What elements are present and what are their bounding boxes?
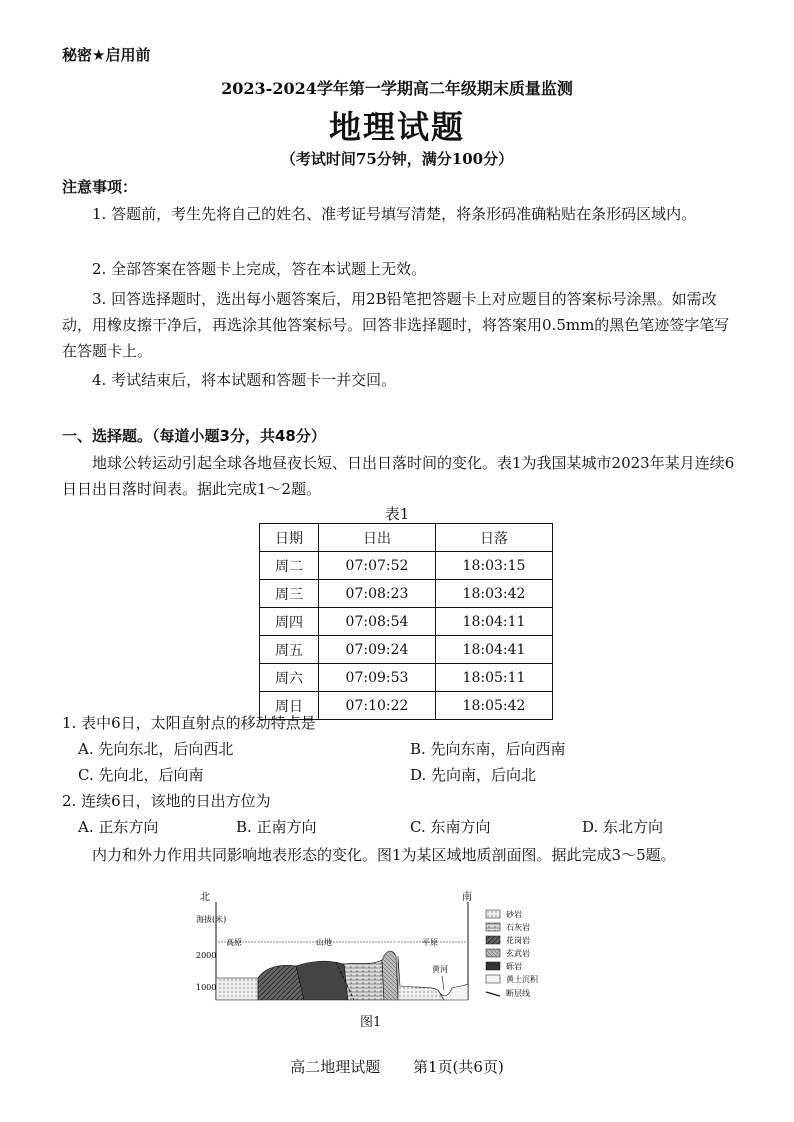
question-1-option-c: C. 先向北，后向南	[78, 766, 204, 784]
table-row	[260, 608, 553, 636]
question-2-option-a: A. 正东方向	[78, 818, 159, 836]
table-cell: 18:03:15	[436, 552, 553, 580]
table-cell: 周六	[260, 664, 319, 692]
south-label: 南	[462, 892, 472, 903]
table-header: 日落	[436, 524, 553, 552]
region-plain: 平原	[422, 938, 438, 947]
table-cell: 周五	[260, 636, 319, 664]
footer-page-number: 第1页(共6页)	[413, 1058, 504, 1076]
notice-item-4: 4. 考试结束后，将本试题和答题卡一并交回。	[92, 371, 397, 389]
y-axis-label: 海拔(米)	[196, 915, 227, 924]
table-header: 日出	[319, 524, 436, 552]
table-cell: 周四	[260, 608, 319, 636]
geologic-profile-figure	[186, 890, 586, 1010]
table-cell: 周日	[260, 692, 319, 720]
legend-conglomerate: 砾岩	[506, 962, 522, 971]
table-cell: 07:09:24	[319, 636, 436, 664]
exam-time-note: （考试时间75分钟，满分100分）	[280, 150, 514, 168]
legend-sandstone: 砂岩	[506, 910, 522, 919]
legend-granite: 花岗岩	[506, 936, 530, 945]
river-label: 黄河	[432, 965, 448, 974]
table-cell: 07:10:22	[319, 692, 436, 720]
table-header-row	[260, 524, 553, 552]
region-plateau: 高原	[226, 938, 242, 947]
question-2-option-d: D. 东北方向	[582, 818, 664, 836]
y-tick-1000: 1000	[196, 983, 217, 992]
table-row	[260, 552, 553, 580]
region-mountain: 山地	[316, 938, 332, 947]
legend-fault-line: 断层线	[506, 989, 530, 998]
question-1-option-b: B. 先向东南，后向西南	[410, 740, 566, 758]
figure-caption: 图1	[360, 1015, 382, 1030]
table-row	[260, 664, 553, 692]
question-1-option-a: A. 先向东北，后向西北	[78, 740, 234, 758]
intro-paragraph-2: 内力和外力作用共同影响地表形态的变化。图1为某区域地质剖面图。据此完成3～5题。	[92, 846, 676, 864]
legend-limestone: 石灰岩	[506, 923, 530, 932]
legend-loess: 黄土沉积	[506, 975, 538, 984]
table-row	[260, 580, 553, 608]
notice-heading: 注意事项：	[62, 178, 138, 196]
confidential-mark: 秘密★启用前	[62, 46, 151, 64]
table-cell: 18:05:11	[436, 664, 553, 692]
table-row	[260, 636, 553, 664]
table-cell: 07:08:54	[319, 608, 436, 636]
legend-basalt: 玄武岩	[506, 949, 530, 958]
notice-item-2: 2. 全部答案在答题卡上完成，答在本试题上无效。	[92, 260, 427, 278]
notice-item-1: 1. 答题前，考生先将自己的姓名、准考证号填写清楚，将条形码准确粘贴在条形码区域内。	[92, 205, 697, 223]
intro-paragraph-1: 地球公转运动引起全球各地昼夜长短、日出日落时间的变化。表1为我国某城市2023年某月连续6日日出日落时间表。据此完成1～2题。	[62, 454, 735, 498]
question-1-option-d: D. 先向南，后向北	[410, 766, 537, 784]
table-cell: 07:08:23	[319, 580, 436, 608]
question-1-stem: 1. 表中6日，太阳直射点的移动特点是	[62, 714, 316, 732]
table-cell: 07:09:53	[319, 664, 436, 692]
table-cell: 18:04:11	[436, 608, 553, 636]
sunrise-sunset-table	[259, 523, 553, 720]
question-2-stem: 2. 连续6日，该地的日出方位为	[62, 792, 271, 810]
table-header: 日期	[260, 524, 319, 552]
table-cell: 周三	[260, 580, 319, 608]
table-caption: 表1	[384, 505, 410, 523]
north-label: 北	[200, 892, 210, 903]
table-cell: 07:07:52	[319, 552, 436, 580]
page-footer	[0, 1056, 794, 1077]
table-cell: 18:03:42	[436, 580, 553, 608]
table-cell: 18:04:41	[436, 636, 553, 664]
exam-name: 2023-2024学年第一学期高二年级期末质量监测	[221, 79, 573, 98]
footer-subject: 高二地理试题	[290, 1058, 381, 1076]
question-2-option-c: C. 东南方向	[410, 818, 491, 836]
section-heading: 一、选择题。（每道小题3分，共48分）	[62, 427, 326, 445]
table-cell: 周二	[260, 552, 319, 580]
notice-item-3: 3. 回答选择题时，选出每小题答案后，用2B铅笔把答题卡上对应题目的答案标号涂黑。如需改动，用橡皮擦干净后，再选涂其他答案标号。回答非选择题时，将答案用0.5mm的黑色笔迹签字笔写在答题卡上。	[62, 290, 730, 360]
table-cell: 18:05:42	[436, 692, 553, 720]
page-title: 地理试题	[328, 108, 465, 146]
question-2-option-b: B. 正南方向	[236, 818, 317, 836]
y-tick-2000: 2000	[196, 951, 217, 960]
